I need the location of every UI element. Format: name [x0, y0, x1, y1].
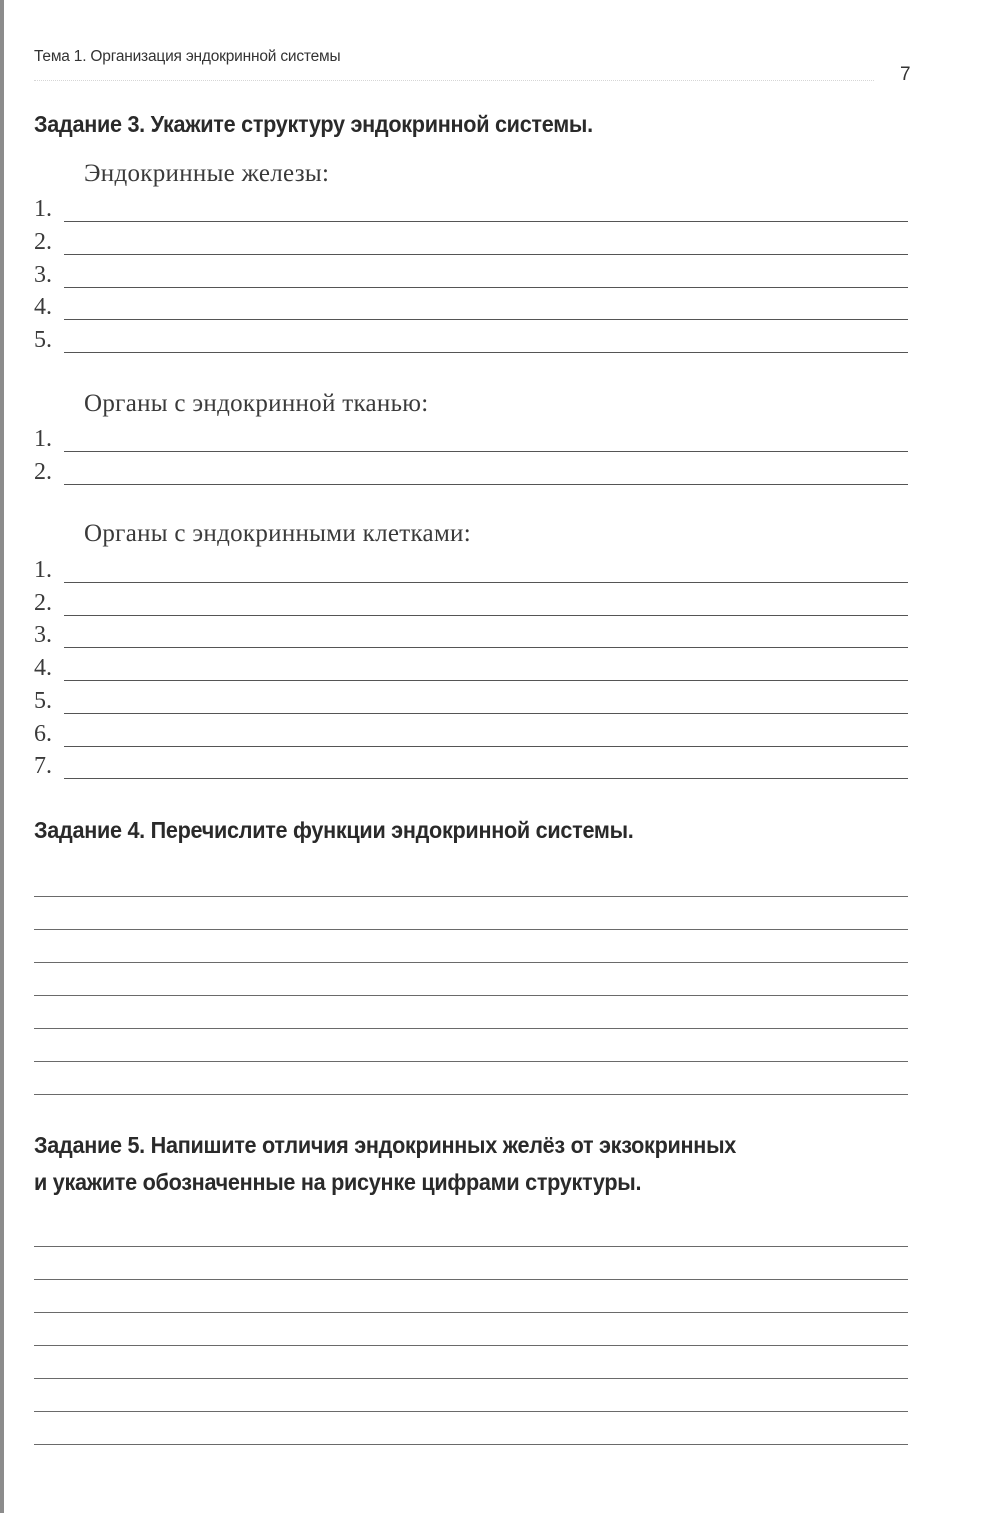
- writing-line[interactable]: [34, 1411, 908, 1412]
- answer-row[interactable]: [34, 424, 908, 454]
- writing-line[interactable]: [34, 995, 908, 996]
- answer-line[interactable]: [64, 615, 908, 616]
- answer-row[interactable]: [34, 227, 908, 257]
- writing-line[interactable]: [34, 1028, 908, 1029]
- page-number: 7: [900, 64, 911, 85]
- answer-line[interactable]: [64, 647, 908, 648]
- answer-line[interactable]: [64, 451, 908, 452]
- task-4-title: Задание 4. Перечислите функции эндокринной системы.: [34, 817, 634, 843]
- running-head: Тема 1. Организация эндокринной системы: [34, 48, 341, 65]
- item-number: 7.: [34, 753, 52, 779]
- answer-line[interactable]: [64, 582, 908, 583]
- answer-row[interactable]: [34, 653, 908, 683]
- answer-line[interactable]: [64, 221, 908, 222]
- answer-line[interactable]: [64, 484, 908, 485]
- answer-row[interactable]: [34, 686, 908, 716]
- answer-line[interactable]: [64, 680, 908, 681]
- writing-line[interactable]: [34, 1345, 908, 1346]
- header-divider: [34, 80, 874, 81]
- writing-line[interactable]: [34, 1246, 908, 1247]
- answer-line[interactable]: [64, 746, 908, 747]
- item-number: 1.: [34, 426, 52, 452]
- writing-line[interactable]: [34, 929, 908, 930]
- writing-line[interactable]: [34, 1312, 908, 1313]
- group-heading-endocrine-cells: Органы с эндокринными клетками:: [84, 520, 471, 547]
- group-heading-endocrine-glands: Эндокринные железы:: [84, 160, 330, 187]
- answer-row[interactable]: [34, 588, 908, 618]
- writing-line[interactable]: [34, 1061, 908, 1062]
- answer-row[interactable]: [34, 194, 908, 224]
- answer-row[interactable]: [34, 292, 908, 322]
- task-5-title-line-1: Задание 5. Напишите отличия эндокринных желёз от экзокринных: [34, 1132, 736, 1158]
- item-number: 2.: [34, 590, 52, 616]
- writing-line[interactable]: [34, 1378, 908, 1379]
- answer-row[interactable]: [34, 260, 908, 290]
- answer-line[interactable]: [64, 287, 908, 288]
- writing-line[interactable]: [34, 1279, 908, 1280]
- answer-row[interactable]: [34, 719, 908, 749]
- item-number: 4.: [34, 294, 52, 320]
- item-number: 4.: [34, 655, 52, 681]
- answer-row[interactable]: [34, 751, 908, 781]
- task-5-title-line-2: и укажите обозначенные на рисунке цифрами структуры.: [34, 1169, 642, 1195]
- group-heading-endocrine-tissue: Органы с эндокринной тканью:: [84, 390, 429, 417]
- answer-row[interactable]: [34, 325, 908, 355]
- answer-row[interactable]: [34, 620, 908, 650]
- writing-line[interactable]: [34, 962, 908, 963]
- writing-line[interactable]: [34, 1444, 908, 1445]
- answer-line[interactable]: [64, 352, 908, 353]
- item-number: 2.: [34, 459, 52, 485]
- item-number: 1.: [34, 196, 52, 222]
- item-number: 2.: [34, 229, 52, 255]
- answer-line[interactable]: [64, 778, 908, 779]
- answer-row[interactable]: [34, 457, 908, 487]
- writing-line[interactable]: [34, 1094, 908, 1095]
- writing-line[interactable]: [34, 896, 908, 897]
- answer-line[interactable]: [64, 254, 908, 255]
- answer-line[interactable]: [64, 713, 908, 714]
- item-number: 6.: [34, 721, 52, 747]
- answer-line[interactable]: [64, 319, 908, 320]
- item-number: 3.: [34, 622, 52, 648]
- item-number: 5.: [34, 688, 52, 714]
- task-3-title: Задание 3. Укажите структуру эндокринной системы.: [34, 111, 593, 137]
- item-number: 1.: [34, 557, 52, 583]
- page-edge-rule: [0, 0, 4, 1513]
- item-number: 5.: [34, 327, 52, 353]
- answer-row[interactable]: [34, 555, 908, 585]
- item-number: 3.: [34, 262, 52, 288]
